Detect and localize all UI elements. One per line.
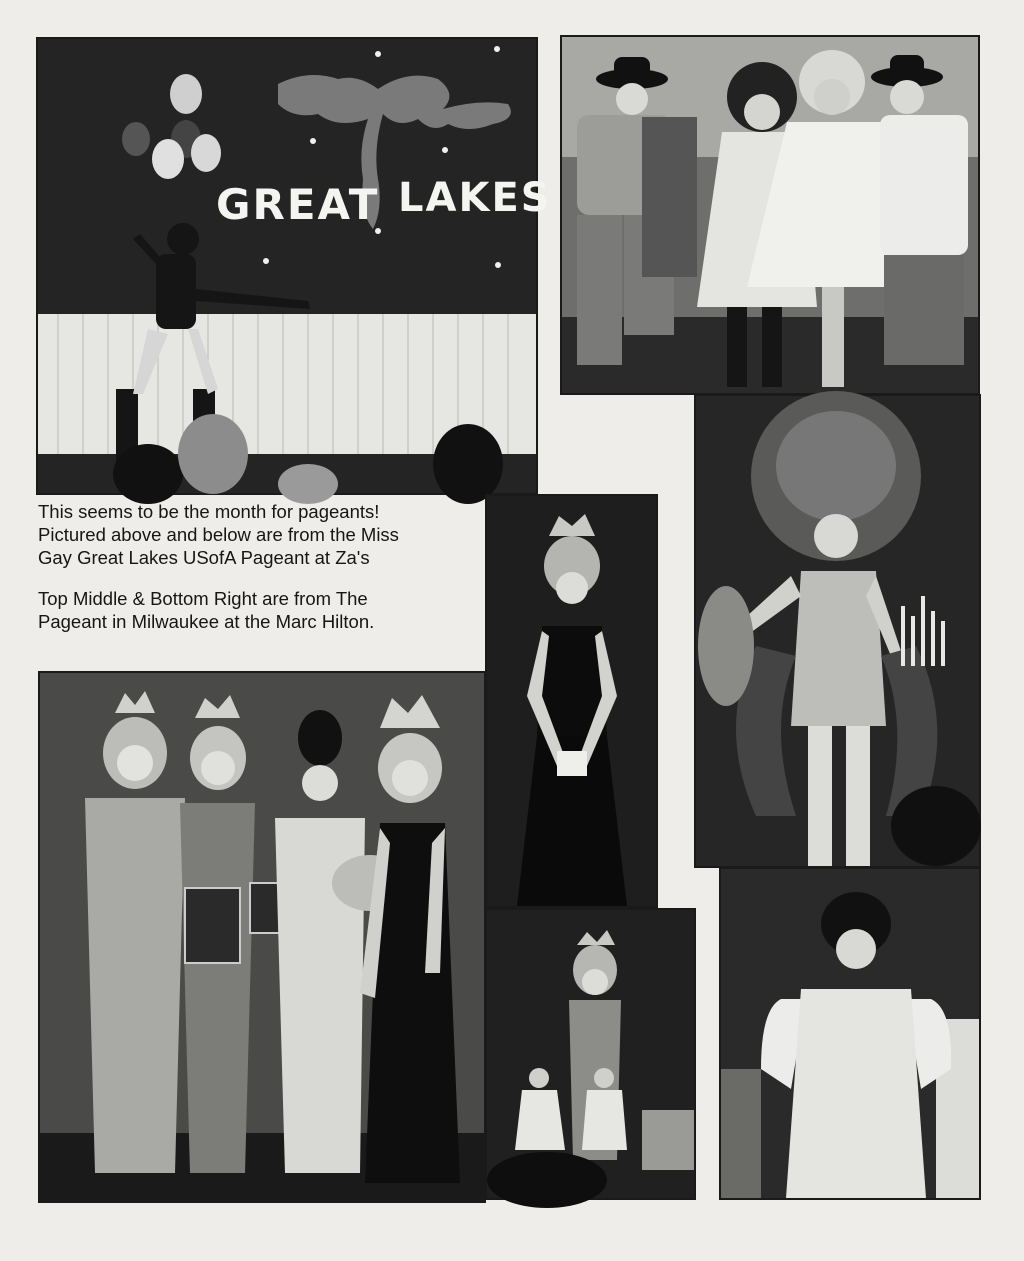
caption-line: Gay Great Lakes USofA Pageant at Za's [38, 547, 370, 568]
page-caption [38, 500, 478, 651]
country-group-scene [562, 37, 978, 393]
photo-feather-showgirl [694, 394, 981, 868]
black-gown-scene [487, 496, 656, 906]
caption-line: This seems to be the month for pageants! [38, 501, 380, 522]
caption-line: Pictured above and below are from the Miss [38, 524, 399, 545]
caption-line: Top Middle & Bottom Right are from The [38, 588, 368, 609]
photo-crowned-winners [38, 671, 486, 1203]
caption-paragraph-2 [38, 587, 478, 633]
feather-showgirl-scene [696, 396, 979, 866]
photo-puffy-gown-contestant [719, 867, 981, 1200]
crowned-winners-scene [40, 673, 484, 1201]
photo-great-lakes-stage [36, 37, 552, 495]
caption-line: Pageant in Milwaukee at the Marc Hilton. [38, 611, 375, 632]
banner-word-great: GREAT [216, 180, 380, 229]
caption-paragraph-1 [38, 500, 478, 569]
photo-country-group [560, 35, 980, 395]
photo-black-gown-contestant [485, 494, 658, 908]
puffy-gown-scene [721, 869, 979, 1198]
stage-scene [38, 39, 552, 493]
banner-word-lakes: LAKES [398, 175, 552, 221]
contestant-children-scene [487, 910, 694, 1198]
photo-contestant-with-children [485, 908, 696, 1200]
